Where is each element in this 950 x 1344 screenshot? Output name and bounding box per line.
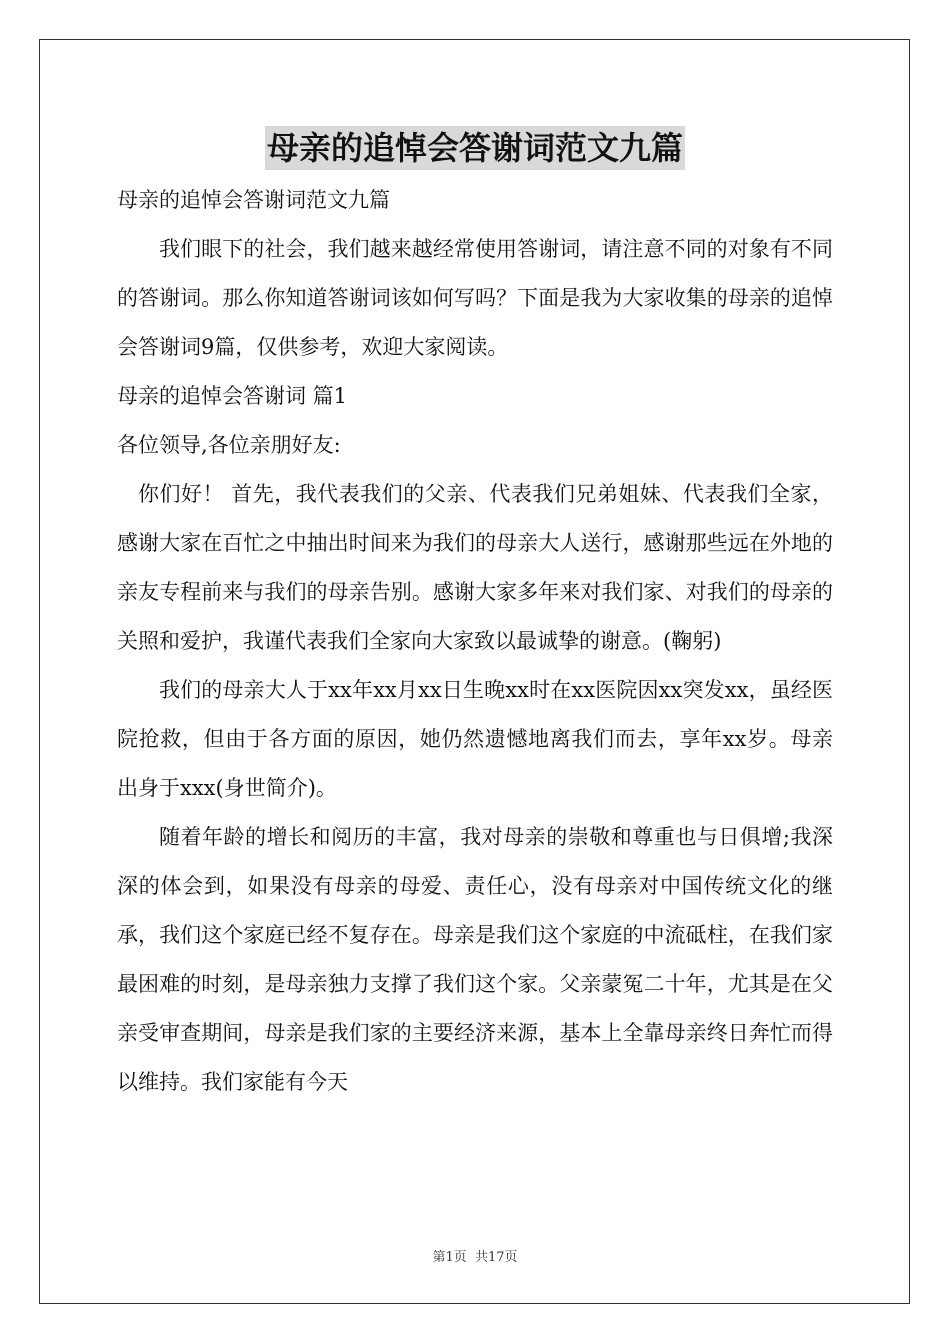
page-total: 共17页 — [474, 1250, 518, 1265]
body-paragraph: 我们的母亲大人于xx年xx月xx日生晚xx时在xx医院因xx突发xx，虽经医院抢救，但由于各方面的原因，她仍然遗憾地离我们而去，享年xx岁。母亲出身于xxx(身世简介)。 — [117, 678, 833, 800]
title-container — [0, 126, 950, 170]
section-heading: 母亲的追悼会答谢词 篇1 — [117, 384, 348, 408]
body-paragraph: 随着年龄的增长和阅历的丰富，我对母亲的崇敬和尊重也与日俱增;我深深的体会到，如果没有母亲的母爱、责任心，没有母亲对中国传统文化的继承，我们这个家庭已经不复存在。母亲是我们这个家庭的中流砥柱，在我们家最困难的时刻，是母亲独力支撑了我们这个家。父亲蒙冤二十年，尤其是在父亲受审查期间，母亲是我们家的主要经济来源，基本上全靠母亲终日奔忙而得以维持。我们家能有今天 — [117, 825, 833, 1094]
subtitle-paragraph: 母亲的追悼会答谢词范文九篇 — [117, 188, 390, 212]
intro-paragraph: 我们眼下的社会，我们越来越经常使用答谢词，请注意不同的对象有不同的答谢词。那么你知道答谢词该如何写吗？下面是我为大家收集的母亲的追悼会答谢词9篇，仅供参考，欢迎大家阅读。 — [117, 237, 833, 359]
page-footer — [0, 1246, 950, 1265]
page-number: 第1页 — [432, 1250, 467, 1265]
document-body — [117, 176, 833, 1107]
salutation: 各位领导,各位亲朋好友: — [117, 433, 341, 457]
body-paragraph: 你们好！ 首先，我代表我们的父亲、代表我们兄弟姐妹、代表我们全家，感谢大家在百忙之中抽出时间来为我们的母亲大人送行，感谢那些远在外地的亲友专程前来与我们的母亲告别。感谢大家多年来对我们家、对我们的母亲的关照和爱护，我谨代表我们全家向大家致以最诚挚的谢意。(鞠躬) — [117, 482, 833, 653]
document-title: 母亲的追悼会答谢词范文九篇 — [265, 126, 685, 170]
